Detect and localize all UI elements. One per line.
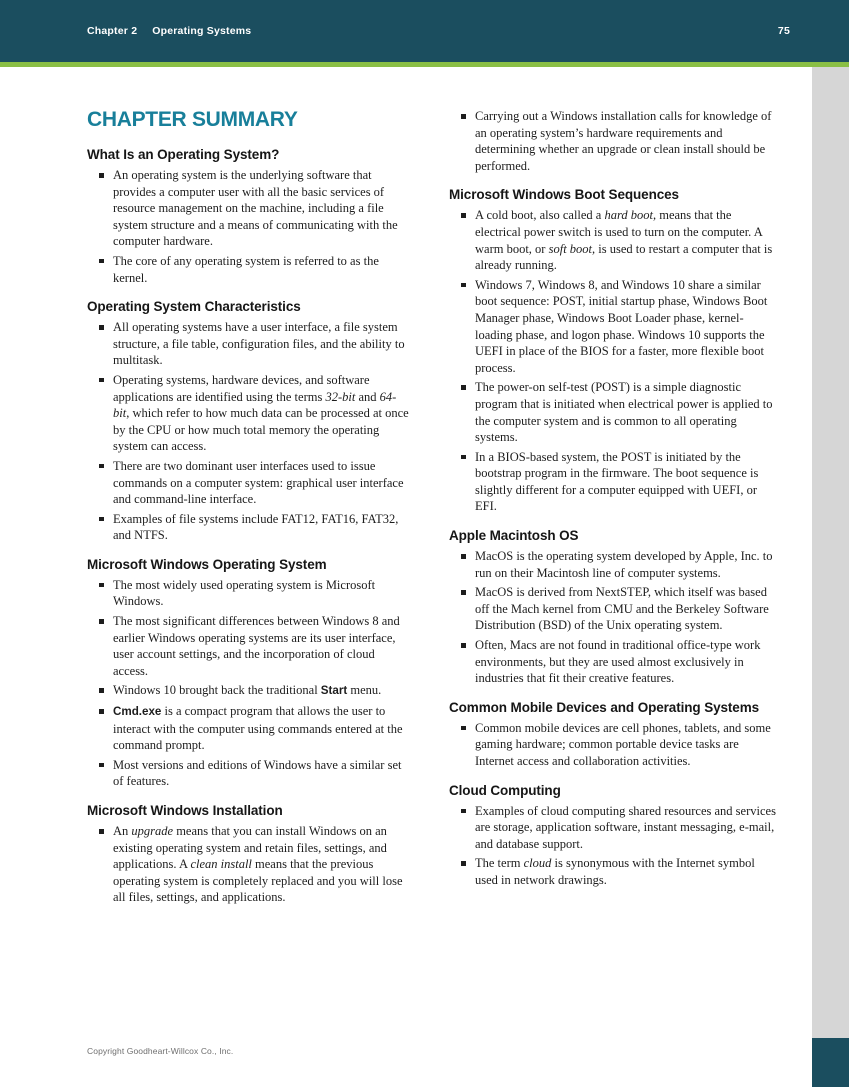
summary-bullet: In a BIOS-based system, the POST is initiated by the bootstrap program in the firmware. The boot sequence is slightly different for a computer equipped with UEFI, or EFI. [449, 449, 777, 515]
section-heading: What Is an Operating System? [87, 147, 280, 162]
summary-bullet: MacOS is the operating system developed by Apple, Inc. to run on their Macintosh line of computer systems. [449, 548, 777, 581]
content-area [87, 108, 777, 909]
section-heading: Cloud Computing [449, 782, 561, 798]
section-bullet-list [87, 577, 409, 790]
summary-bullet: There are two dominant user interfaces used to issue commands on a computer system: graphical user interface and command-line interface. [87, 458, 409, 508]
section-bullet-list [449, 548, 777, 687]
copyright-notice: Copyright Goodheart-Willcox Co., Inc. [87, 1046, 234, 1056]
summary-bullet: The most significant differences between Windows 8 and earlier Windows operating systems are its user interface, user account settings, and the incorporation of cloud access. [87, 613, 409, 679]
section-heading: Microsoft Windows Operating System [87, 556, 327, 572]
summary-bullet: Most versions and editions of Windows have a similar set of features. [87, 757, 409, 790]
summary-bullet: A cold boot, also called a hard boot, means that the electrical power switch is used to turn on the computer. A warm boot, or soft boot, is used to restart a computer that is already running. [449, 207, 777, 273]
corner-block [812, 1038, 849, 1087]
left-column-sections [87, 147, 409, 906]
right-column [449, 108, 777, 909]
section-heading: Common Mobile Devices and Operating Systems [449, 699, 760, 715]
page-header [0, 0, 849, 62]
section-bullet-list [87, 167, 409, 286]
summary-bullet: Examples of cloud computing shared resources and services are storage, application software, instant messaging, e-mail, and database support. [449, 803, 777, 853]
summary-bullet: Common mobile devices are cell phones, tablets, and some gaming hardware; common portable device tasks are Internet access and collaboration activities. [449, 720, 777, 770]
left-column [87, 108, 409, 909]
section-bullet-list [449, 207, 777, 515]
section-bullet-list [449, 108, 777, 174]
page-title: CHAPTER SUMMARY [87, 108, 298, 131]
summary-bullet: Operating systems, hardware devices, and software applications are identified using the terms 32-bit and 64-bit, which refer to how much data can be processed at once by the CPU or how much total memory the operating system can access. [87, 372, 409, 455]
section-heading: Microsoft Windows Boot Sequences [449, 187, 679, 203]
section-bullet-list [449, 803, 777, 889]
summary-bullet: Windows 10 brought back the traditional Start menu. [87, 682, 409, 700]
section-bullet-list [87, 319, 409, 544]
side-strip [812, 67, 849, 1087]
summary-bullet: Cmd.exe is a compact program that allows the user to interact with the computer using commands entered at the command prompt. [87, 703, 409, 754]
section-heading: Apple Macintosh OS [449, 528, 579, 544]
summary-bullet: Examples of file systems include FAT12, FAT16, FAT32, and NTFS. [87, 511, 409, 544]
right-column-sections [449, 108, 777, 889]
running-head [87, 25, 251, 37]
section-heading: Microsoft Windows Installation [87, 803, 283, 818]
summary-bullet: Windows 7, Windows 8, and Windows 10 share a similar boot sequence: POST, initial startup phase, Windows Boot Manager phase, Windows Boot Loader phase, kernel-loading phase, and logon phase. Windows 10 supports the UEFI in place of the BIOS for a faster, more flexible boot process. [449, 277, 777, 377]
chapter-label: Chapter 2 [87, 25, 138, 37]
summary-bullet: MacOS is derived from NextSTEP, which itself was based off the Mach kernel from CMU and the Berkeley Software Distribution (BSD) of the Unix operating system. [449, 584, 777, 634]
section-bullet-list [449, 720, 777, 770]
section-heading: Operating System Characteristics [87, 299, 301, 315]
summary-bullet: All operating systems have a user interface, a file system structure, a file table, configuration files, and the ability to multitask. [87, 319, 409, 369]
summary-bullet: An upgrade means that you can install Windows on an existing operating system and retain files, settings, and applications. A clean install means that the previous operating system is completely replaced and you will lose all files, settings, and applications. [87, 823, 409, 906]
summary-bullet: The term cloud is synonymous with the Internet symbol used in network drawings. [449, 855, 777, 888]
summary-bullet: Often, Macs are not found in traditional office-type work environments, but they are used almost exclusively in industries that fit their creative features. [449, 637, 777, 687]
summary-bullet: The power-on self-test (POST) is a simple diagnostic program that is initiated when electrical power is applied to the computer system and is common to all operating systems. [449, 379, 777, 445]
summary-bullet: An operating system is the underlying software that provides a computer user with all the basic services of resource management on the machine, including a file system structure and a means of communicating with the computer hardware. [87, 167, 409, 250]
summary-bullet: The core of any operating system is referred to as the kernel. [87, 253, 409, 286]
page-number: 75 [777, 25, 790, 37]
accent-line [0, 62, 849, 67]
summary-bullet: The most widely used operating system is Microsoft Windows. [87, 577, 409, 610]
section-bullet-list [87, 823, 409, 906]
summary-bullet: Carrying out a Windows installation calls for knowledge of an operating system’s hardware requirements and determining whether an upgrade or clean install should be performed. [449, 108, 777, 174]
chapter-title: Operating Systems [152, 25, 252, 37]
